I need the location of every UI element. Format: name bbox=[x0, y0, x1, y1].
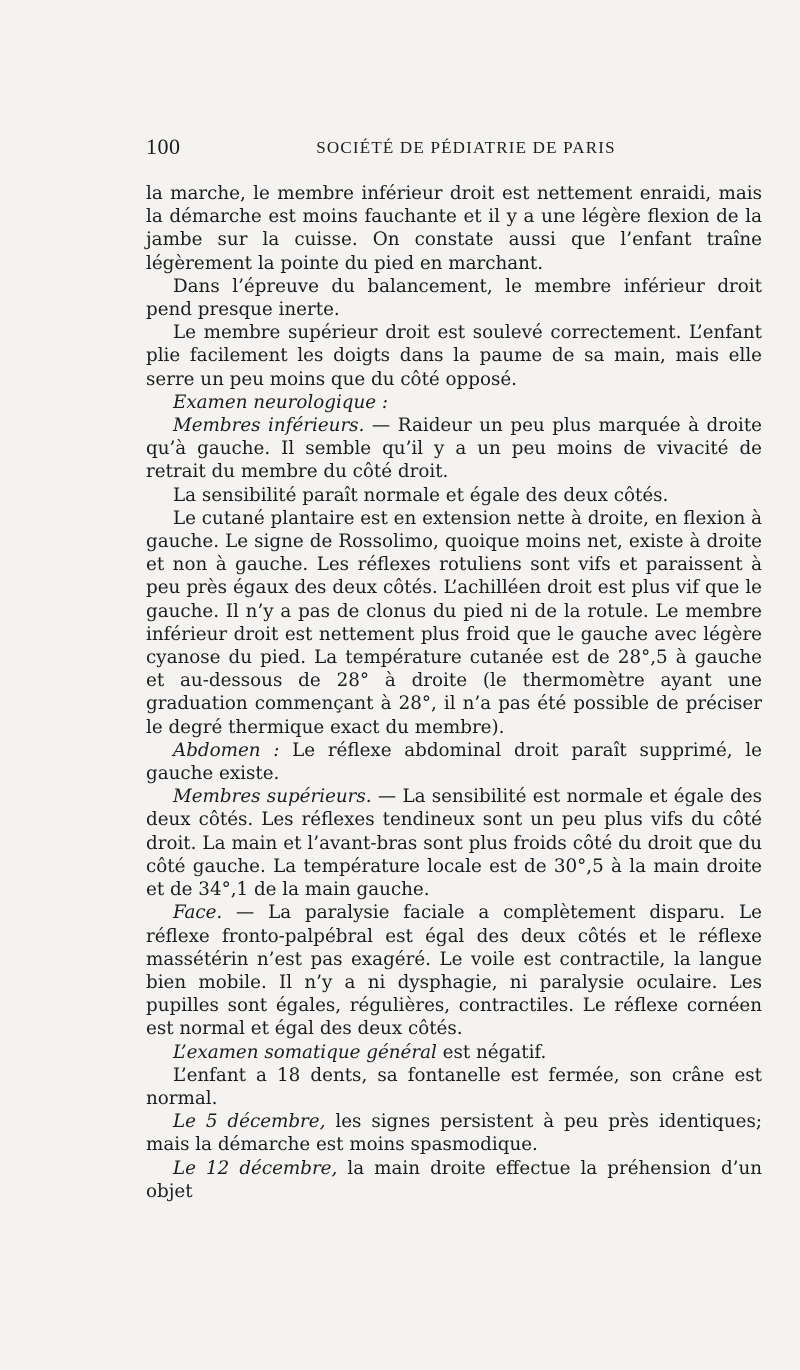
section-label: L’examen somatique général bbox=[173, 1041, 437, 1063]
paragraph bbox=[146, 414, 762, 484]
page-header bbox=[146, 134, 762, 164]
section-label: Abdomen : bbox=[173, 739, 280, 761]
paragraph-text: les signes persistent à peu près identiques; mais la démarche est moins spasmodique. bbox=[146, 1111, 762, 1156]
paragraph bbox=[146, 901, 762, 1040]
paragraph-text: — Raideur un peu plus marquée à droite qu’à gauche. Il semble qu’il y a un peu moins de vivacité de retrait du membre du côté droit. bbox=[146, 415, 762, 483]
section-label: Face. bbox=[173, 902, 223, 924]
paragraph bbox=[146, 1157, 762, 1203]
paragraph: Le membre supérieur droit est soulevé correctement. L’enfant plie facilement les doigts dans la paume de sa main, mais elle serre un peu moins que du côté opposé. bbox=[146, 322, 762, 390]
section-label: Membres supérieurs. bbox=[173, 786, 372, 808]
section-label: Examen neurologique : bbox=[173, 391, 389, 413]
paragraph bbox=[146, 739, 762, 785]
paragraph-text: est négatif. bbox=[436, 1041, 547, 1063]
section-label: Membres inférieurs. bbox=[173, 415, 365, 437]
paragraph-text: la main droite effectue la préhension d’un objet bbox=[146, 1157, 763, 1202]
paragraph: Dans l’épreuve du balancement, le membre inférieur droit pend presque inerte. bbox=[146, 275, 762, 321]
body-text bbox=[146, 182, 762, 1203]
paragraph bbox=[146, 785, 762, 901]
paragraph bbox=[146, 1110, 762, 1156]
paragraph: la marche, le membre inférieur droit est nettement enraidi, mais la démarche est moins fauchante et il y a une légère flexion de la jambe sur la cuisse. On constate aussi que l’enfant traîne légèrement la pointe du pied en marchant. bbox=[146, 183, 762, 274]
running-title: SOCIÉTÉ DE PÉDIATRIE DE PARIS bbox=[316, 138, 616, 157]
date-label: Le 5 décembre, bbox=[173, 1111, 326, 1133]
date-label: Le 12 décembre, bbox=[173, 1157, 338, 1179]
paragraph: La sensibilité paraît normale et égale des deux côtés. bbox=[173, 484, 669, 506]
paragraph-text: Le réflexe abdominal droit paraît supprimé, le gauche existe. bbox=[146, 739, 762, 785]
paragraph-text: — La sensibilité est normale et égale des deux côtés. Les réflexes tendineux sont un peu plus vifs du côté droit. La main et l’avant-bras sont plus froids côté du droit que du côté gauche. La température locale est de 30°,5 à la main droite et de 34°,1 de la main gauche. bbox=[146, 786, 762, 901]
page-number: 100 bbox=[146, 134, 181, 159]
section-heading bbox=[146, 391, 762, 414]
paragraph-text: — La paralysie faciale a complètement disparu. Le réflexe fronto-palpébral est égal des deux côtés et le réflexe massétérin n’est pas exagéré. Le voile est contractile, la langue bien mobile. Il n’y a ni dysphagie, ni paralysie oculaire. Les pupilles sont égales, régulières, contractiles. Le réflexe cornéen est normal et égal des deux côtés. bbox=[146, 902, 762, 1040]
paragraph bbox=[146, 1041, 762, 1064]
paragraph: L’enfant a 18 dents, sa fontanelle est fermée, son crâne est normal. bbox=[146, 1064, 762, 1109]
paragraph: Le cutané plantaire est en extension nette à droite, en flexion à gauche. Le signe de Rossolimo, quoique moins net, existe à droite et non à gauche. Les réflexes rotuliens sont vifs et paraissent à peu près égaux des deux côtés. L’achilléen droit est plus vif que le gauche. Il n’y a pas de clonus du pied ni de la rotule. Le membre inférieur droit est nettement plus froid que le gauche avec légère cyanose du pied. La température cutanée est de 28°,5 à gauche et au-dessous de 28° à droite (le thermomètre ayant une graduation commençant à 28°, il n’a pas été possible de préciser le degré thermique exact du membre). bbox=[146, 507, 762, 738]
